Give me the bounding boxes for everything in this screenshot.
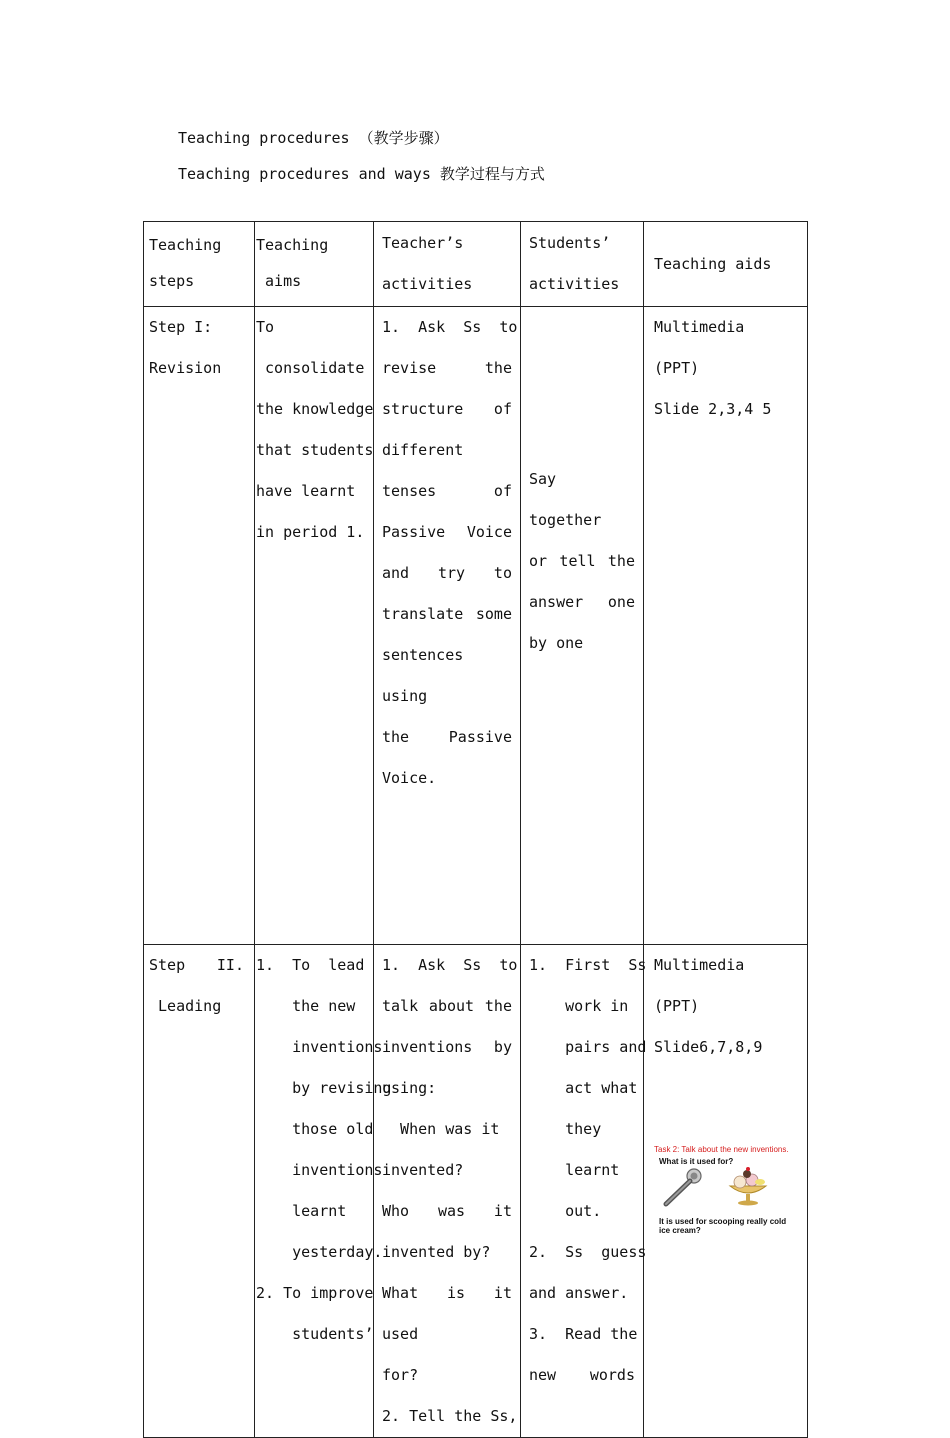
cell-teacher-revision: 1. Ask Ss to revise the structure of different tenses of Passive Voice and try to translate some sentences using the Passive Voice. — [374, 307, 521, 945]
cell-students-revision: Say together or tell the answer one by one — [521, 307, 644, 945]
table-row-revision — [144, 307, 808, 945]
table-header-row — [144, 222, 808, 307]
cell-step-revision: Step I: Revision — [144, 307, 255, 945]
header-students-activities: Students’ activities — [521, 222, 644, 307]
teaching-procedures-table — [143, 221, 808, 1438]
heading-procedures-and-ways: Teaching procedures and ways 教学过程与方式 — [178, 165, 545, 183]
header-teaching-aims: Teaching aims — [255, 222, 374, 307]
cell-aids-leading: Multimedia (PPT) Slide6,7,8,9 Task 2: Talk about the new inventions. What is it used for? It is used for scooping really cold ice cream? — [644, 945, 808, 1438]
cell-aims-leading: 1. To lead the new inventions by revising those old inventions learnt yesterday. 2. To improve students’ — [255, 945, 374, 1438]
cell-teacher-leading: 1. Ask Ss to talk about the inventions by using: When was it invented? Who was it invented by? What is it used for? 2. Tell the Ss, — [374, 945, 521, 1438]
table-row-leading — [144, 945, 808, 1438]
cell-step-leading: Step II. Leading — [144, 945, 255, 1438]
cell-students-leading: 1. First Ss work in pairs and act what they learnt out. 2. Ss guess and answer. 3. Read the new words — [521, 945, 644, 1438]
ppt-slide-thumbnail — [654, 1146, 794, 1250]
heading-teaching-procedures: Teaching procedures （教学步骤） — [178, 129, 449, 147]
cell-aims-revision: To consolidate the knowledge that students have learnt in period 1. — [255, 307, 374, 945]
slide-question: What is it used for? — [659, 1157, 734, 1166]
header-teaching-steps: Teaching steps — [144, 222, 255, 307]
ice-cream-scoop-icon — [660, 1168, 704, 1210]
slide-title: Task 2: Talk about the new inventions. — [654, 1145, 789, 1154]
cell-aids-revision: Multimedia (PPT) Slide 2,3,4 5 — [644, 307, 808, 945]
slide-answer: It is used for scooping really cold ice cream? — [659, 1217, 787, 1235]
header-teaching-aids: Teaching aids — [644, 222, 808, 307]
ice-cream-sundae-icon — [726, 1166, 770, 1206]
header-teacher-activities: Teacher’s activities — [374, 222, 521, 307]
